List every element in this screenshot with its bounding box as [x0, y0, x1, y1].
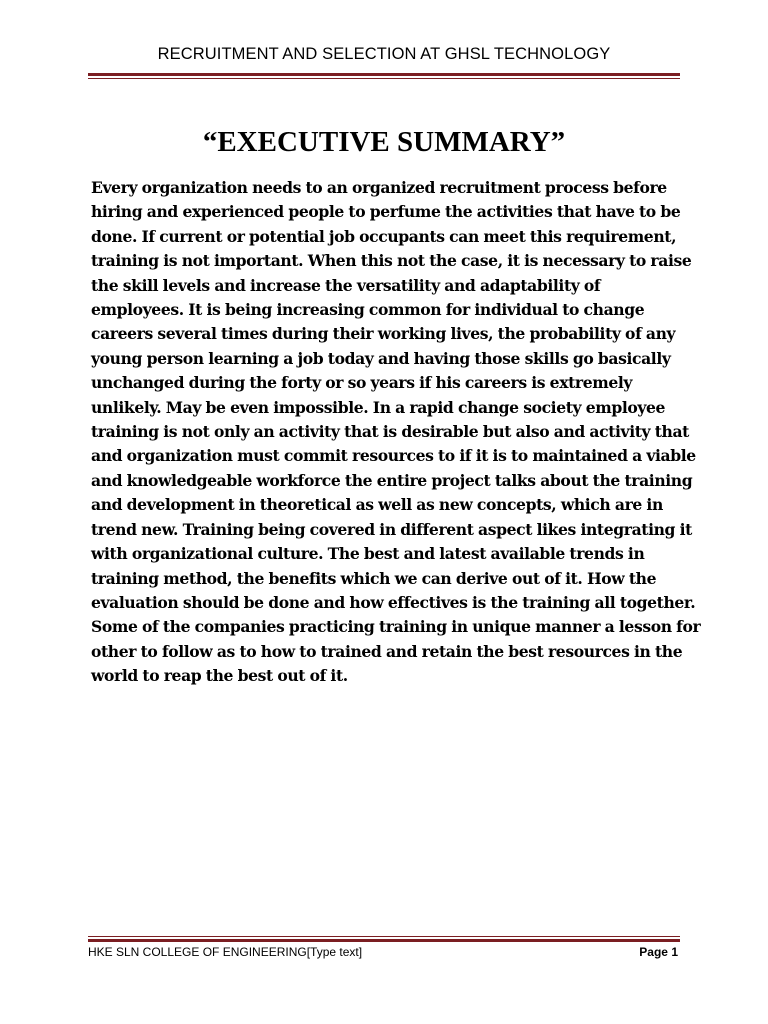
- body-line: unchanged during the forty or so years if his careers is extremely: [91, 373, 633, 393]
- header-rule-thick: [88, 73, 680, 76]
- body-line: and development in theoretical as well as new concepts, which are in: [91, 495, 663, 515]
- body-line: hiring and experienced people to perfume the activities that have to be: [91, 202, 681, 222]
- body-line: careers several times during their working lives, the probability of any: [91, 324, 676, 344]
- body-line: employees. It is being increasing common for individual to change: [91, 300, 645, 320]
- body-line: Every organization needs to an organized recruitment process before: [91, 178, 667, 197]
- body-line: and knowledgeable workforce the entire project talks about the training: [91, 470, 693, 490]
- body-line: training method, the benefits which we can derive out of it. How the: [91, 568, 657, 588]
- body-line: training is not only an activity that is desirable but also and activity that: [91, 422, 689, 442]
- running-header: RECRUITMENT AND SELECTION AT GHSL TECHNOLOGY: [157, 45, 611, 63]
- footer-rule-thick: [88, 939, 680, 942]
- body-line: done. If current or potential job occupants can meet this requirement,: [91, 226, 677, 246]
- page-number: Page 1: [639, 945, 678, 959]
- body-line: unlikely. May be even impossible. In a rapid change society employee: [91, 397, 666, 417]
- body-line: world to reap the best out of it.: [91, 666, 348, 686]
- body-line: other to follow as to how to trained and retain the best resources in the: [91, 641, 683, 661]
- header-rule-thin: [88, 78, 680, 79]
- footer-rule-thin: [88, 936, 680, 937]
- body-line: with organizational culture. The best and latest available trends in: [91, 544, 645, 564]
- page-title: “EXECUTIVE SUMMARY”: [202, 126, 566, 158]
- body-line: and organization must commit resources to if it is to maintained a viable: [91, 446, 696, 466]
- body-line: the skill levels and increase the versatility and adaptability of: [91, 275, 601, 295]
- body-line: evaluation should be done and how effectives is the training all together.: [91, 592, 696, 612]
- body-line: young person learning a job today and having those skills go basically: [91, 348, 671, 368]
- body-paragraph: [91, 176, 701, 689]
- body-line: trend new. Training being covered in different aspect likes integrating it: [91, 519, 692, 539]
- body-line: Some of the companies practicing training in unique manner a lesson for: [91, 617, 701, 637]
- footer-institution: HKE SLN COLLEGE OF ENGINEERING[Type text]: [88, 945, 363, 959]
- body-line: training is not important. When this not the case, it is necessary to raise: [91, 251, 692, 271]
